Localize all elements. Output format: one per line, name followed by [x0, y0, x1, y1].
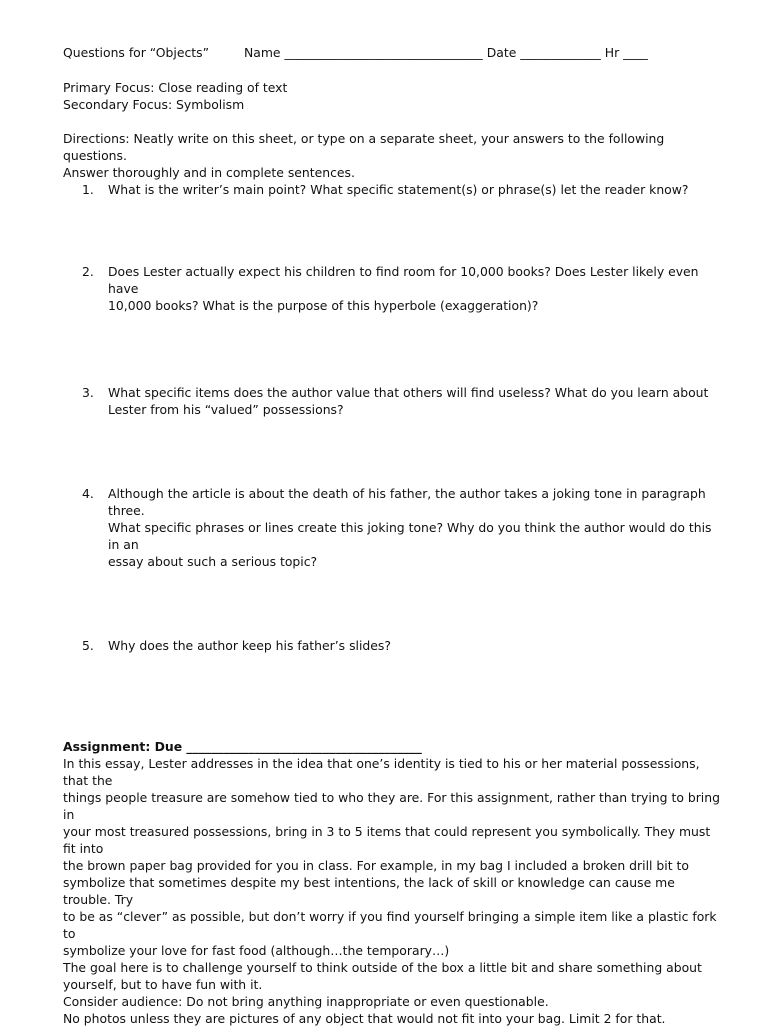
- worksheet-title: Questions for “Objects”: [63, 45, 209, 60]
- date-field: Date _____________: [486, 45, 601, 60]
- question-item: [82, 181, 712, 198]
- question-item: [82, 485, 712, 570]
- question-line: Why does the author keep his father’s slides?: [108, 638, 391, 653]
- assignment-line: to be as “clever” as possible, but don’t worry if you find yourself bringing a simple item like a plastic fork to: [63, 909, 717, 941]
- assignment-line: yourself, but to have fun with it.: [63, 977, 263, 992]
- assignment-line: your most treasured possessions, bring in 3 to 5 items that could represent you symbolically. They must fit into: [63, 824, 711, 856]
- question-number: 4.: [82, 486, 94, 501]
- question-line: What specific items does the author value that others will find useless? What do you learn about: [108, 385, 709, 400]
- directions: [63, 130, 713, 181]
- question-line: Although the article is about the death of his father, the author takes a joking tone in paragraph three.: [108, 486, 706, 518]
- question-line: essay about such a serious topic?: [108, 554, 318, 569]
- assignment-heading: Assignment: Due ______________________________________: [63, 739, 422, 754]
- assignment-section: [63, 738, 723, 1027]
- question-number: 1.: [82, 182, 94, 197]
- question-line: 10,000 books? What is the purpose of this hyperbole (exaggeration)?: [108, 298, 539, 313]
- assignment-line: symbolize that sometimes despite my best intentions, the lack of skill or knowledge can cause me trouble. Try: [63, 875, 675, 907]
- focus-section: [63, 79, 287, 113]
- directions-line: Answer thoroughly and in complete sentences.: [63, 165, 355, 180]
- question-item: [82, 263, 712, 314]
- assignment-line: Consider audience: Do not bring anything inappropriate or even questionable.: [63, 994, 549, 1009]
- assignment-line: things people treasure are somehow tied to who they are. For this assignment, rather than trying to bring in: [63, 790, 720, 822]
- question-item: [82, 637, 712, 654]
- question-line: Lester from his “valued” possessions?: [108, 402, 344, 417]
- assignment-line: symbolize your love for fast food (although…the temporary…): [63, 943, 450, 958]
- question-number: 2.: [82, 264, 94, 279]
- assignment-line: the brown paper bag provided for you in class. For example, in my bag I included a broken drill bit to: [63, 858, 689, 873]
- question-text: [108, 384, 712, 418]
- secondary-focus: Secondary Focus: Symbolism: [63, 97, 245, 112]
- question-text: [108, 637, 712, 654]
- question-text: [108, 485, 712, 570]
- assignment-line: In this essay, Lester addresses in the idea that one’s identity is tied to his or her material possessions, that the: [63, 756, 700, 788]
- assignment-line: The goal here is to challenge yourself to think outside of the box a little bit and share something about: [63, 960, 702, 975]
- question-line: What is the writer’s main point? What specific statement(s) or phrase(s) let the reader know?: [108, 182, 689, 197]
- question-number: 3.: [82, 385, 94, 400]
- question-line: Does Lester actually expect his children to find room for 10,000 books? Does Lester likely even have: [108, 264, 699, 296]
- directions-line: Directions: Neatly write on this sheet, or type on a separate sheet, your answers to the following questions.: [63, 131, 665, 163]
- question-text: [108, 181, 712, 198]
- name-field: Name ________________________________: [244, 45, 483, 60]
- assignment-line: No photos unless they are pictures of any object that would not fit into your bag. Limit 2 for that.: [63, 1011, 666, 1026]
- worksheet-header: [63, 44, 648, 61]
- primary-focus: Primary Focus: Close reading of text: [63, 80, 288, 95]
- question-number: 5.: [82, 638, 94, 653]
- question-text: [108, 263, 712, 314]
- hr-field: Hr ____: [604, 45, 648, 60]
- question-item: [82, 384, 712, 418]
- question-line: What specific phrases or lines create this joking tone? Why do you think the author would do this in an: [108, 520, 712, 552]
